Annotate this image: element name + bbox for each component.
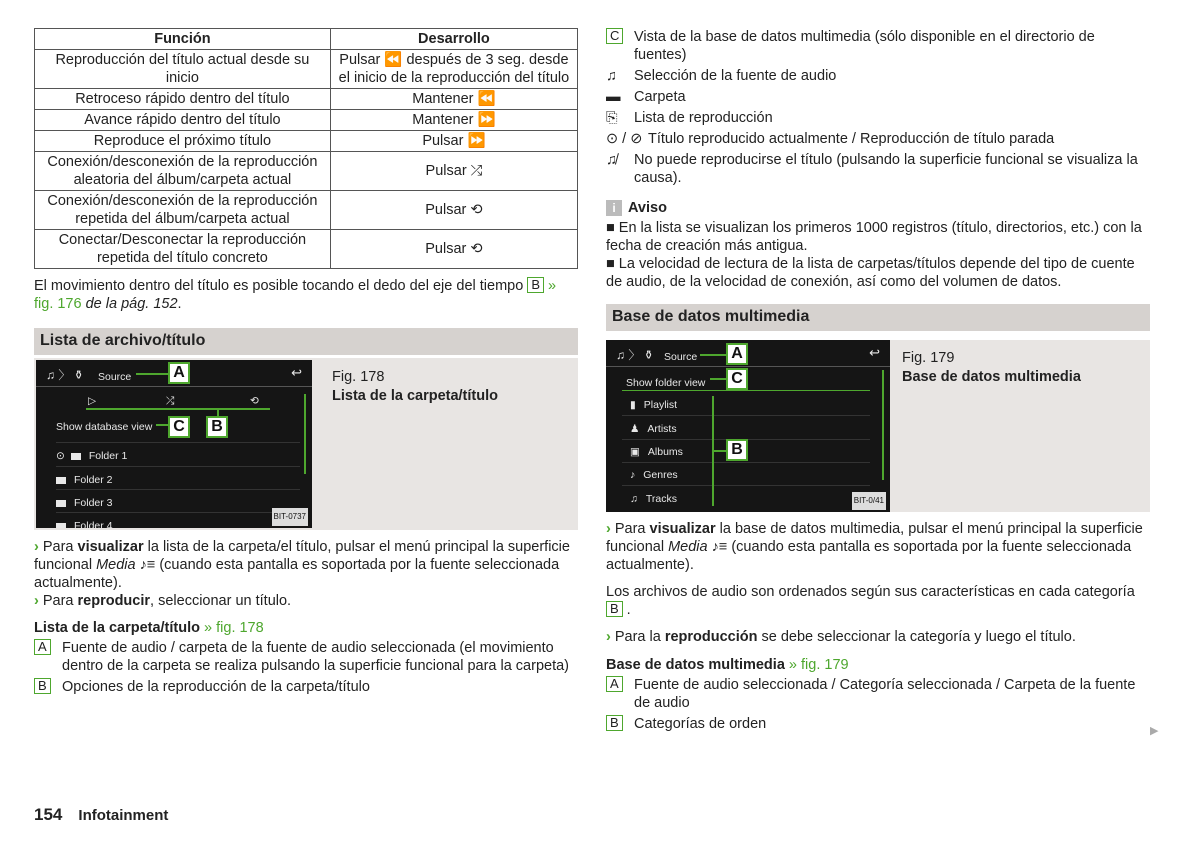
section-title: Lista de archivo/título [34,328,578,355]
callout-a: A [168,362,190,384]
table-cell: Pulsar ⤮ [330,152,577,191]
folder-icon: ▬ [606,89,621,105]
source-label: Source [98,371,132,383]
fig-link[interactable]: » fig. 176 [34,278,557,312]
list-item: ♫̸ No puede reproducirse el título (pulsando la superficie funcional se visualiza la causa). [606,152,1138,186]
table-cell: Reproduce el próximo título [35,131,331,152]
info-icon: i [606,200,622,216]
list-item: ▬ Carpeta [606,89,686,105]
step-play: › Para reproducir, seleccionar un título. [34,593,292,609]
table-row [35,131,578,152]
table-header [35,29,578,50]
table-cell: Conexión/desconexión de la reproducción repetida del álbum/carpeta actual [35,191,331,230]
table-cell: Mantener ⏪ [330,89,577,110]
figure-179 [606,340,1150,512]
scrollbar[interactable] [304,394,306,474]
table-row [35,110,578,131]
paragraph-time-axis: El movimiento dentro del título es posible tocando el dedo del eje del tiempo B » fig. 176 de la pág. 152. [34,277,557,312]
list-item: A Fuente de audio seleccionada / Categoría seleccionada / Carpeta de la fuente de audio [606,676,1150,712]
table-cell: Avance rápido dentro del título [35,110,331,131]
callout-c: C [168,416,190,438]
category-item[interactable]: ♪ Genres [630,469,678,481]
ref-label-b: B [527,277,544,293]
table-row [35,152,578,191]
table-row [35,191,578,230]
table-cell: Mantener ⏩ [330,110,577,131]
show-database-view[interactable]: Show database view [56,421,153,433]
music-icon: ♫ 〉 ⚱ [46,368,84,382]
category-item[interactable]: ♟ Artists [630,423,677,435]
folder-item[interactable]: Folder 3 [56,489,300,512]
table-cell: Reproducción del título actual desde su inicio [35,50,331,89]
function-table [34,28,578,269]
figure-title: Lista de la carpeta/título [332,388,498,404]
table-row [35,50,578,89]
folder-item[interactable]: Folder 4 [56,512,300,528]
list-item: A Fuente de audio / carpeta de la fuente de audio seleccionada (el movimiento dentro de la carpeta se realiza pulsando la superficie funcional para la carpeta) [34,639,578,675]
callout-b: B [206,416,228,438]
list-item: ⎘ Lista de reproducción [606,110,773,126]
category-item[interactable]: ▣ Albums [630,446,683,458]
figure-code: BIT-0/41 [852,492,886,510]
page-number: 154 [34,805,63,824]
folder-item[interactable]: ⊙ Folder 1 [56,442,300,465]
paragraph-categories: Los archivos de audio son ordenados según sus características en cada categoría B . [606,584,1135,618]
step-visualize: › Para visualizar la lista de la carpeta/el título, pulsar el menú principal la superficie funcional Media ♪≡ (cuando esta pantalla es soportada por la fuente seleccionada actualmente). [34,539,570,591]
list-heading: Base de datos multimedia » fig. 179 [606,657,849,673]
media-database-screenshot [606,340,890,512]
page-footer [34,806,168,825]
left-column [34,28,578,699]
folder-item[interactable]: Folder 2 [56,466,300,489]
back-icon: ↩ [869,345,880,360]
table-header-cell: Función [35,29,331,50]
step-play: › Para la reproducción se debe seleccionar la categoría y luego el título. [606,629,1076,645]
category-item[interactable]: ▮ Playlist [630,399,678,411]
figure-number: Fig. 179 [902,350,955,366]
figure-178 [34,358,578,530]
callout-c: C [726,368,748,390]
note-heading: i Aviso [606,199,1150,217]
source-label: Source [664,351,698,363]
table-cell: Conectar/Desconectar la reproducción repetida del título concreto [35,230,331,269]
table-cell: Conexión/desconexión de la reproducción aleatoria del álbum/carpeta actual [35,152,331,191]
note-text: ■ En la lista se visualizan los primeros 1000 registros (título, directorios, etc.) con la fecha de creación más antigua. [606,220,1142,254]
music-icon: ♫ 〉 ⚱ [616,348,654,362]
list-heading: Lista de la carpeta/título » fig. 178 [34,620,264,636]
callout-b: B [726,439,748,461]
unplayable-icon: ♫̸ [606,152,617,168]
repeat-icon: ⟲ [250,395,259,407]
table-cell: Pulsar ⏪ después de 3 seg. desde el inicio de la reproducción del título [330,50,577,89]
table-cell: Pulsar ⟲ [330,230,577,269]
note-text: ■ La velocidad de lectura de la lista de carpetas/títulos depende del tipo de cuente de audio, de la velocidad de conexión, así como del volumen de datos. [606,256,1135,290]
play-state-icon: ⊙ / ⊘ [606,131,643,147]
table-row [35,230,578,269]
section-title: Base de datos multimedia [606,304,1150,331]
scrollbar[interactable] [882,370,884,480]
figure-code: BIT-0737 [272,508,308,526]
figure-number: Fig. 178 [332,369,385,385]
list-item: C Vista de la base de datos multimedia (sólo disponible en el directorio de fuentes) [606,28,1150,64]
list-item: B Categorías de orden [606,715,1150,733]
step-visualize: › Para visualizar la base de datos multimedia, pulsar el menú principal la superficie funcional Media ♪≡ (cuando esta pantalla es soportada por la fuente seleccionada actualmente). [606,521,1143,573]
chapter-name: Infotainment [78,807,169,824]
table-cell: Pulsar ⏩ [330,131,577,152]
list-item: ⊙ / ⊘ Título reproducido actualmente / Reproducción de título parada [606,131,1055,147]
playlist-icon: ⎘ [606,110,618,126]
table-header-cell: Desarrollo [330,29,577,50]
table-cell: Retroceso rápido dentro del título [35,89,331,110]
category-item[interactable]: ♫ Tracks [630,493,677,505]
list-item: B Opciones de la reproducción de la carpeta/título [34,678,578,696]
play-icon: ▷ [88,395,97,407]
callout-a: A [726,343,748,365]
table-cell: Pulsar ⟲ [330,191,577,230]
folder-list-screenshot [36,360,312,528]
next-page-arrow-icon[interactable]: ▶ [1150,725,1159,737]
back-icon: ↩ [291,365,302,380]
list-item: ♫ Selección de la fuente de audio [606,68,837,84]
show-folder-view[interactable]: Show folder view [626,377,706,389]
shuffle-icon: ⤮ [166,395,175,407]
figure-title: Base de datos multimedia [902,369,1081,385]
right-column [606,28,1150,736]
table-row [35,89,578,110]
music-note-icon: ♫ [606,68,617,84]
